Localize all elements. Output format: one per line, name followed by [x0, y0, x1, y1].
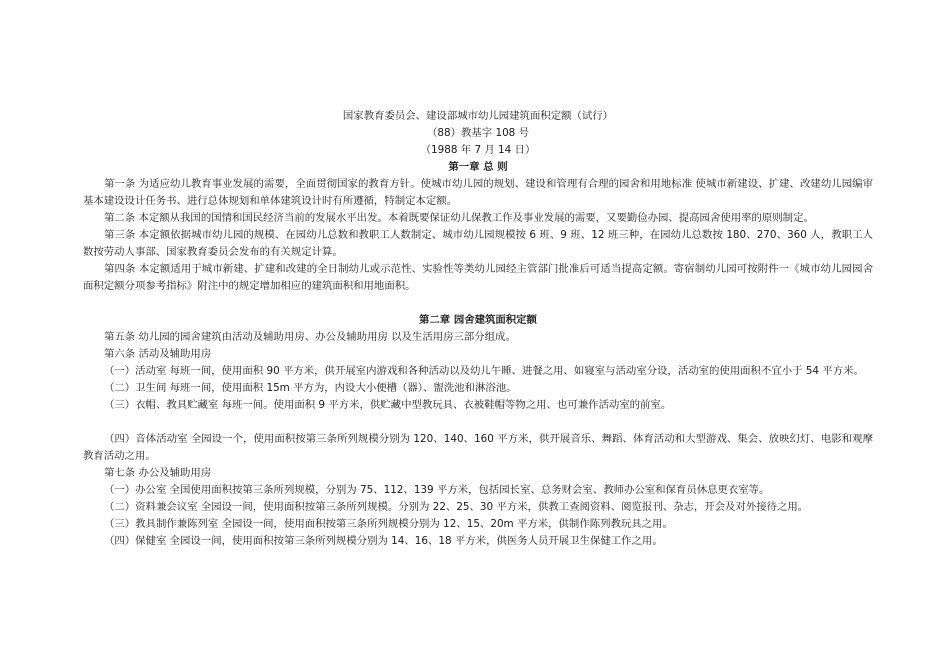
article-7-item-1: （一）办公室 全国使用面积按第三条所列规模，分别为 75、112、139 平方米，包括园长室、总务财会室、教师办公室和保育员休息更衣室等。 [104, 484, 770, 496]
spacer [83, 295, 873, 312]
article-4: 第四条 本定额适用于城市新建、扩建和改建的全日制幼儿或示范性、实验性等类幼儿园经主管部门批准后可适当提高定额。寄宿制幼儿园可按附件一《城市幼儿园园舍面积定额分项参考指标》附注中的规定增加相应的建筑面积和用地面积。 [83, 263, 873, 292]
article-2: 第二条 本定额从我国的国情和国民经济当前的发展水平出发。本着既要保证幼儿保教工作及事业发展的需要，又要勤俭办园、提高园舍使用率的原则制定。 [104, 212, 814, 224]
article-7-item-2: （二）资料兼会议室 全园设一间，使用面积按第三条所列规模。分别为 22、25、30 平方米，供教工查阅资料、阅览报刊、杂志，开会及对外接待之用。 [104, 501, 809, 513]
article-6-item-2: （二）卫生间 每班一间，使用面积 15m 平方为，内设大小便槽（器）、盥洗池和淋浴池。 [104, 382, 517, 394]
article-6-item-4: （四）音体活动室 全园设一个，使用面积按第三条所列规模分别为 120、140、160 平方米，供开展音乐、舞蹈、体育活动和大型游戏、集会、放映幻灯、电影和观摩教育活动之用。 [83, 433, 873, 462]
article-1: 第一条 为适应幼儿教育事业发展的需要，全面贯彻国家的教育方针。使城市幼儿园的规划、建设和管理有合理的园舍和用地标准 使城市新建设、扩建、改建幼儿园编审基本建设设计任务书、进行总体规划和单体建筑设计时有所遵循，特制定本定额。 [83, 178, 873, 207]
article-6-item-1: （一）活动室 每班一间，使用面积 90 平方米，供开展室内游戏和各种活动以及幼儿午睡、进餐之用、如寝室与活动室分设，活动室的使用面积不宜小于 54 平方米。 [104, 365, 864, 377]
chapter-2-title: 第二章 园舍建筑面积定额 [419, 314, 537, 326]
article-7-item-3: （三）教具制作兼陈列室 全园设一间，使用面积按第三条所列规模分别为 12、15、20m 平方米，供制作陈列教玩具之用。 [104, 518, 673, 530]
document-number: （88）教基字 108 号 [426, 127, 529, 139]
document-title: 国家教育委员会、建设部城市幼儿园建筑面积定额（试行） [342, 110, 614, 122]
article-7: 第七条 办公及辅助用房 [104, 467, 212, 479]
article-7-item-4: （四）保健室 全园设一间，使用面积按第三条所列规模分别为 14、16、18 平方米，供医务人员开展卫生保健工作之用。 [104, 535, 663, 547]
article-6: 第六条 活动及辅助用房 [104, 348, 212, 360]
spacer [83, 414, 873, 431]
document-date: （1988 年 7 月 14 日） [420, 144, 536, 156]
chapter-1-title: 第一章 总 则 [448, 161, 508, 173]
document-page [83, 108, 873, 550]
article-5: 第五条 幼儿园的园舍建筑由活动及辅助用房、办公及辅助用房 以及生活用房三部分组成。 [104, 331, 516, 343]
article-6-item-3: （三）衣帽、教具贮藏室 每班一间。使用面积 9 平方米，供贮藏中型教玩具、衣被鞋帽等物之用、也可兼作活动室的前室。 [104, 399, 672, 411]
article-3: 第三条 本定额依据城市幼儿园的规模、在园幼儿总数和教职工人数制定、城市幼儿园规模按 6 班、9 班、12 班三种，在园幼儿总数按 180、270、360 人，教职工人数按劳动人事部、国家教育委员会发布的有关规定计算。 [83, 229, 873, 258]
